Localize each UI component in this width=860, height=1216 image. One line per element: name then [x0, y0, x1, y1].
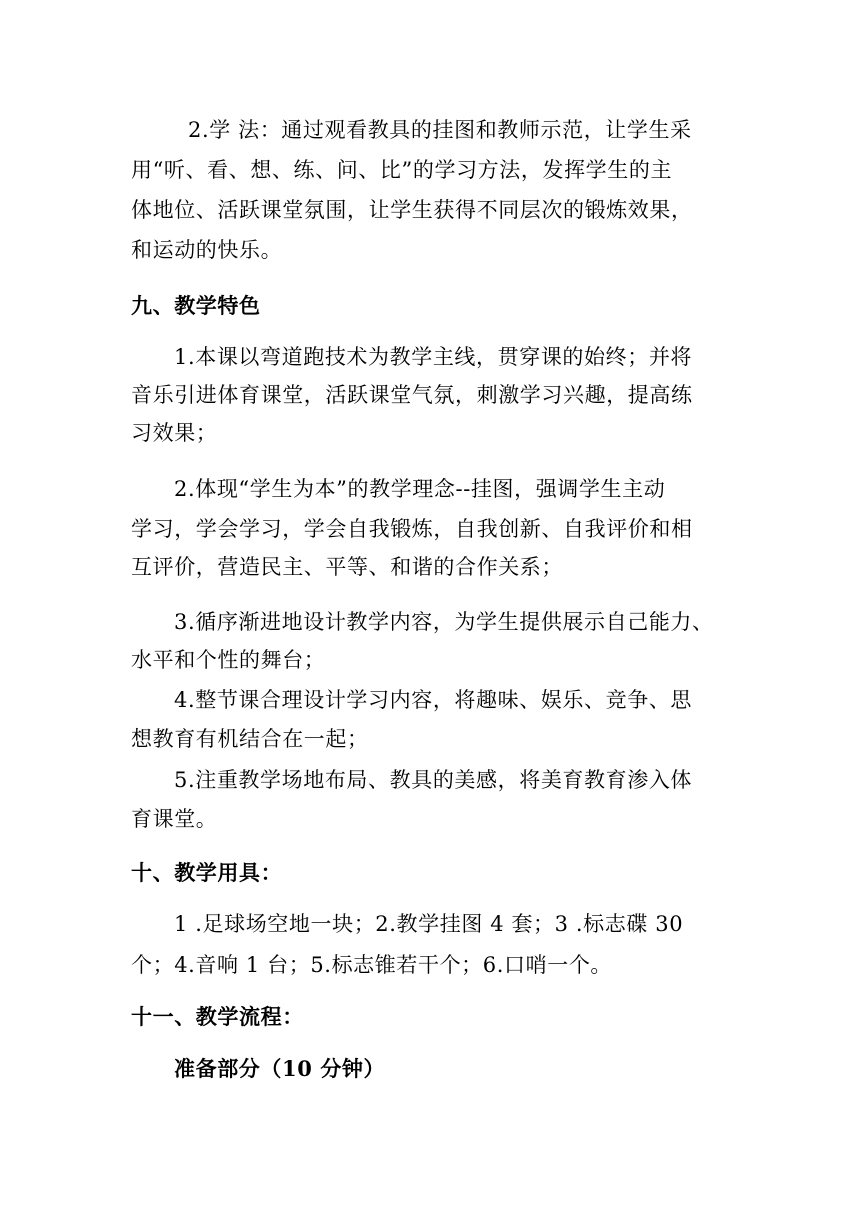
paragraph-line: 水平和个性的舞台；	[131, 648, 326, 672]
paragraph-line: 和运动的快乐。	[131, 238, 283, 262]
paragraph-line: 习效果；	[131, 421, 218, 445]
paragraph-line: 体地位、活跃课堂氛围，让学生获得不同层次的锻炼效果，	[131, 198, 693, 222]
paragraph-line: 2.体现“学生为本”的教学理念--挂图，强调学生主动	[174, 477, 666, 501]
paragraph-line: 3.循序渐进地设计教学内容，为学生提供展示自己能力、	[174, 610, 714, 634]
paragraph-line: 音乐引进体育课堂，活跃课堂气氛，刺激学习兴趣，提高练	[131, 383, 693, 407]
paragraph-line: 想教育有机结合在一起；	[131, 727, 369, 751]
paragraph-line: 4.整节课合理设计学习内容，将趣味、娱乐、竞争、思	[174, 688, 693, 712]
paragraph-line: 1.本课以弯道跑技术为教学主线，贯穿课的始终；并将	[174, 345, 693, 369]
section-heading: 九、教学特色	[131, 293, 261, 318]
paragraph-line: 育课堂。	[131, 807, 218, 831]
paragraph-line: 5.注重教学场地布局、教具的美感，将美育教育渗入体	[174, 768, 693, 792]
section-heading: 十一、教学流程：	[131, 1004, 304, 1029]
paragraph-line: 互评价，营造民主、平等、和谐的合作关系；	[131, 555, 563, 579]
paragraph-line: 1 .足球场空地一块；2.教学挂图 4 套；3 .标志碟 30	[174, 912, 684, 936]
subsection-heading: 准备部分（10 分钟）	[174, 1056, 386, 1081]
paragraph-line: 个；4.音响 1 台；5.标志锥若干个；6.口哨一个。	[131, 953, 613, 977]
paragraph-line: 2.学 法：通过观看教具的挂图和教师示范，让学生采	[188, 118, 692, 142]
paragraph-line: 用“听、看、想、练、问、比”的学习方法，发挥学生的主	[131, 158, 673, 182]
section-heading: 十、教学用具：	[131, 860, 283, 885]
paragraph-line: 学习，学会学习，学会自我锻炼，自我创新、自我评价和相	[131, 517, 693, 541]
